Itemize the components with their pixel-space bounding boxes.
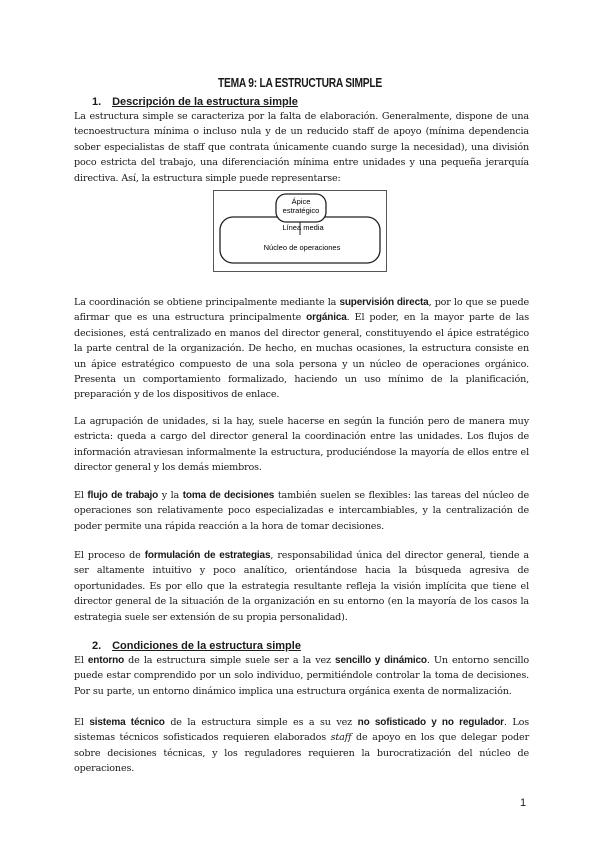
highlight-term: toma de decisiones [182, 490, 275, 501]
highlight-term: formulación de estrategias [144, 550, 271, 561]
section-heading-2 [92, 640, 301, 652]
middle-line-label: Línea media [282, 223, 324, 232]
highlight-term: entorno [87, 655, 125, 666]
section-heading-1 [92, 96, 298, 108]
highlight-term: flujo de trabajo [87, 490, 159, 501]
apex-label-2: estratégico [282, 206, 320, 215]
highlight-term: no sofisticado y no regulador [357, 717, 504, 728]
paragraph-environment: El entorno de la estructura simple suele ser a la vez sencillo y dinámico. Un entorno sencillo puede estar comprendido por un solo individuo, permitiéndole controlar la toma de decisiones. Por su parte, un entorno dinámico implica una estructura orgánica exenta de normalización. [74, 655, 529, 697]
paragraph-technical-system: El sistema técnico de la estructura simple es a su vez no sofisticado y no regulador. Los sistemas técnicos sofisticados requieren elaborados staff de apoyo en los que delegar poder sobre decisiones técnicas, y los reguladores requieren la burocratización del núcleo de operaciones. [74, 717, 529, 775]
operating-core-label: Núcleo de operaciones [263, 243, 341, 252]
italic-term: staff [330, 732, 352, 744]
highlight-term: supervisión directa [339, 297, 429, 308]
section-title: Descripción de la estructura simple [112, 96, 298, 108]
structure-diagram-svg [214, 191, 386, 271]
paragraph-workflow: El flujo de trabajo y la toma de decisiones también suelen se flexibles: las tareas del núcleo de operaciones son relativamente poco especializadas e intercambiables, y la centralización de poder permite una rápida reacción a la hora de tomar decisiones. [74, 490, 529, 532]
highlight-term: orgánica [306, 312, 347, 324]
page-number: 1 [520, 797, 527, 809]
highlight-term: sencillo y dinámico [335, 655, 427, 666]
section-number: 2. [92, 640, 102, 652]
section-number: 1. [92, 96, 102, 108]
paragraph-intro: La estructura simple se caracteriza por la falta de elaboración. Generalmente, dispone de una tecnoestructura mínima o incluso nula y de un reducido staff de apoyo (mínima dependencia sober especialistas de staff que contrata únicamente cuando surge la necesidad), una división poco estricta del trabajo, una diferenciación mínima entre unidades y una pequeña jerarquía directiva. Así, la estructura simple puede representarse: [74, 111, 529, 184]
page-title: TEMA 9: LA ESTRUCTURA SIMPLE [218, 76, 382, 90]
structure-diagram [213, 190, 387, 272]
highlight-term: sistema técnico [89, 717, 165, 728]
paragraph-coordination: La coordinación se obtiene principalmente mediante la supervisión directa, por lo que se puede afirmar que es una estructura principalmente orgánica. El poder, en la mayor parte de las decisiones, está centralizado en manos del director general, constituyendo el ápice estratégico la parte central de la organización. De hecho, en muchas ocasiones, la estructura consiste en un ápice estratégico compuesto de una sola persona y un núcleo de operaciones orgánico. Presenta un comportamiento formalizado, haciendo un uso mínimo de la planificación, preparación y de los dispositivos de enlace. [74, 297, 529, 401]
paragraph-strategy: El proceso de formulación de estrategias, responsabilidad única del director general, tiende a ser altamente intuitivo y poco analítico, orientándose hacia la búsqueda agresiva de oportunidades. Es por ello que la estrategia resultante refleja la visión implícita que tiene el director general de la situación de la organización en su entorno (en la mayoría de los casos la estrategia suele ser extensión de su propia personalidad). [74, 550, 529, 623]
section-title: Condiciones de la estructura simple [112, 640, 301, 652]
paragraph-grouping: La agrupación de unidades, si la hay, suele hacerse en según la función pero de manera muy estricta: queda a cargo del director general la coordinación entre las unidades. Los flujos de información atraviesan informalmente la estructura, produciéndose la mayoría de ellos entre el director general y los demás miembros. [74, 416, 529, 474]
apex-label-1: Ápice [291, 197, 311, 206]
